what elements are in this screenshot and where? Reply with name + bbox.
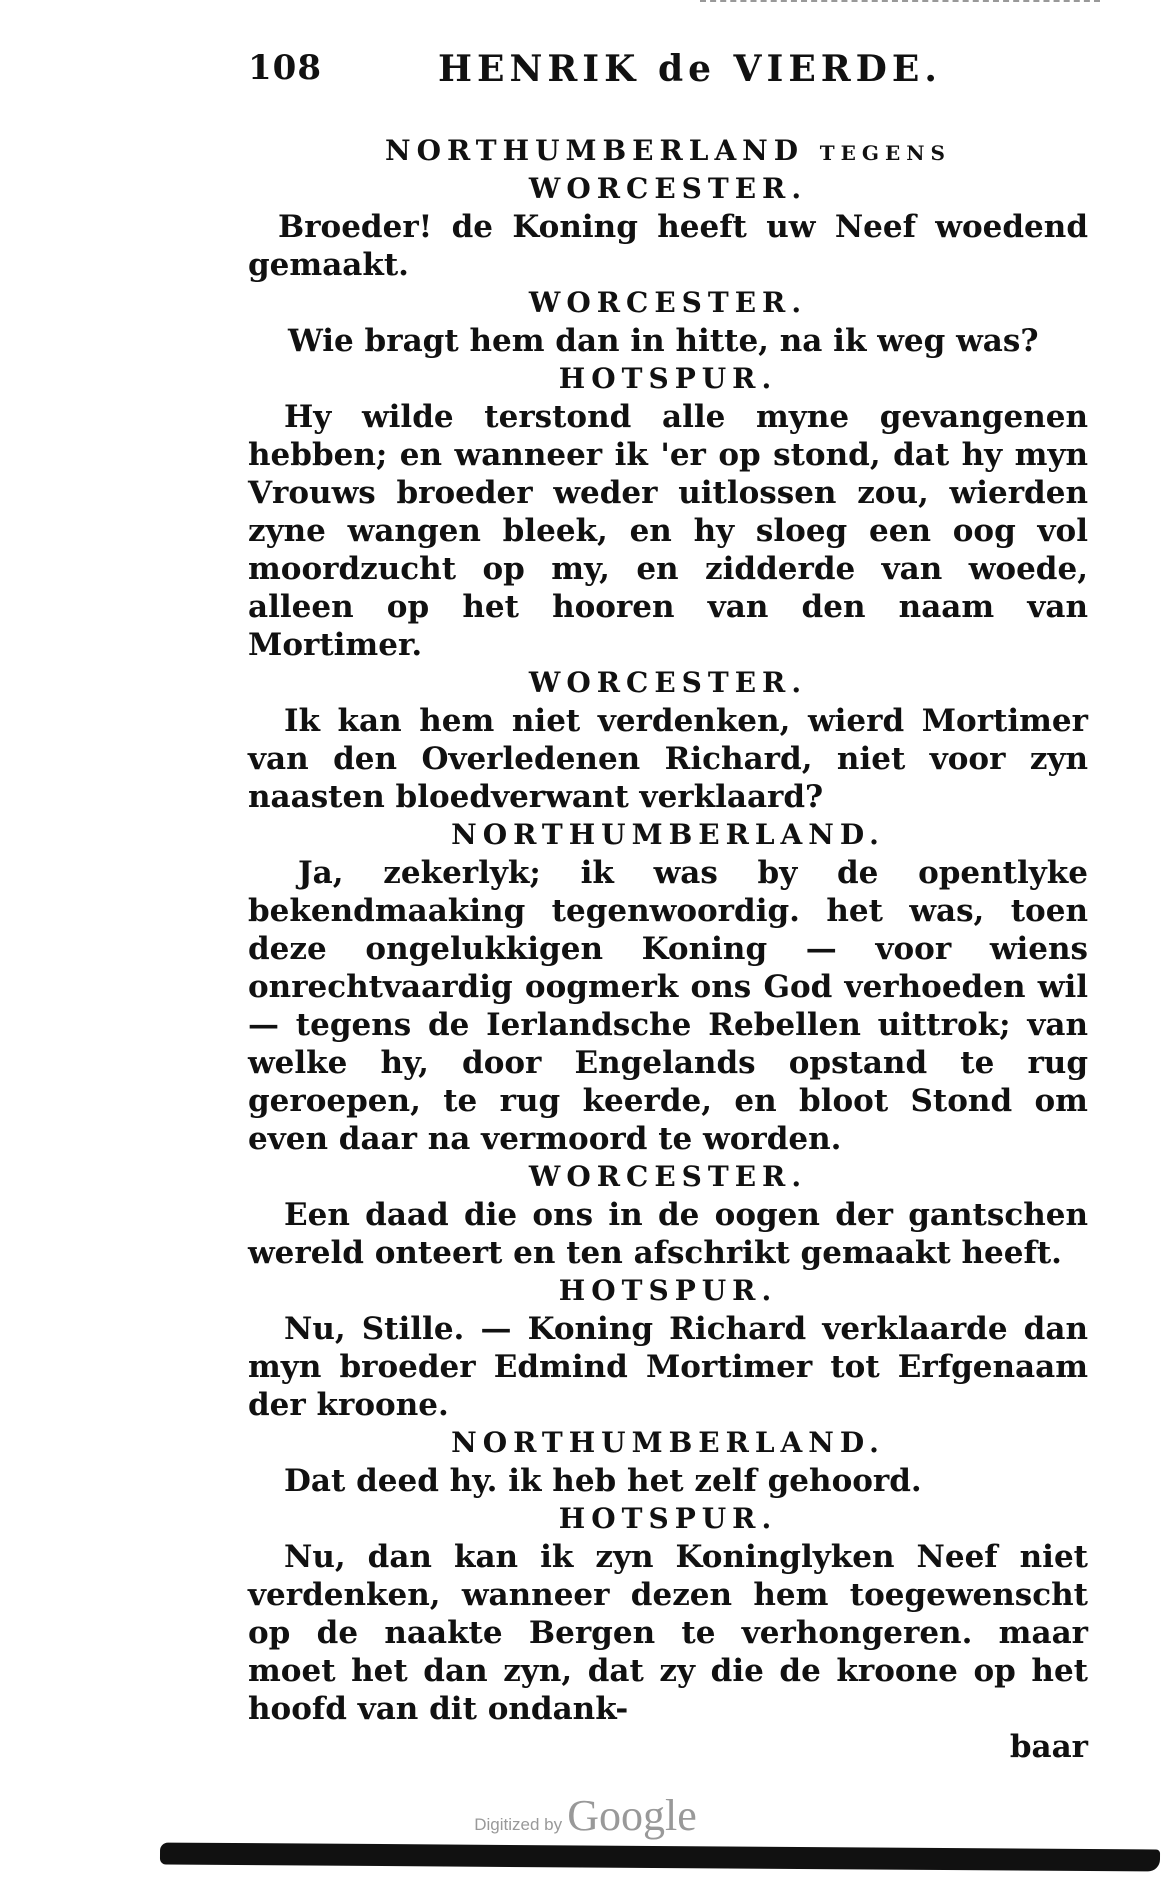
page-top-edge xyxy=(700,0,1100,8)
page-number: 108 xyxy=(248,48,322,88)
page-bottom-edge xyxy=(160,1843,1160,1872)
speaker-heading: WORCESTER. xyxy=(528,666,808,699)
page-body xyxy=(248,132,1088,1766)
speech-text: Dat deed hy. ik heb het zelf gehoord. xyxy=(284,1463,922,1499)
speech-text: Ik kan hem niet verdenken, wierd Mortimer van den Overledenen Richard, niet voor zyn naasten bloedverwant verklaard? xyxy=(248,703,1088,815)
speaker-heading: HOTSPUR. xyxy=(558,1502,778,1535)
speaker-heading: HOTSPUR. xyxy=(558,1274,778,1307)
speech-text: Hy wilde terstond alle myne gevangenen hebben; en wanneer ik 'er op stond, dat hy myn Vrouws broeder weder uitlossen zou, wierden zyne wangen bleek, en hy sloeg een oog vol moordzucht op my, en zidderde van woede, alleen op het hooren van den naam van Mortimer. xyxy=(248,399,1088,663)
speech-text: Een daad die ons in de oogen der gantschen wereld onteert en ten afschrikt gemaakt heeft. xyxy=(248,1197,1088,1271)
speaker-heading: HOTSPUR. xyxy=(558,362,778,395)
speaker-heading: NORTHUMBERLAND tegens WORCESTER. xyxy=(385,134,951,205)
speaker-heading: NORTHUMBERLAND. xyxy=(451,818,885,851)
catchword: baar xyxy=(1009,1729,1088,1765)
speech-text: Nu, dan kan ik zyn Koninglyken Neef niet verdenken, wanneer dezen hem toegewenscht op de naakte Bergen te verhongeren. maar moet het dan zyn, dat zy die de kroone op het hoofd van dit ondank- xyxy=(248,1539,1088,1727)
running-title: HENRIK de VIERDE. xyxy=(438,48,942,90)
running-header xyxy=(248,48,948,98)
digitization-watermark xyxy=(0,1790,1171,1841)
speech-text: Nu, Stille. — Koning Richard verklaarde dan myn broeder Edmind Mortimer tot Erfgenaam der kroone. xyxy=(248,1311,1088,1423)
speech-text: Ja, zekerlyk; ik was by de opentlyke bekendmaaking tegenwoordig. het was, toen deze ongelukkigen Koning — voor wiens onrechtvaardig oogmerk ons God verhoeden wil — tegens de Ierlandsche Rebellen uittrok; van welke hy, door Engelands opstand te rug geroepen, te rug keerde, en bloot Stond om even daar na vermoord te worden. xyxy=(248,855,1088,1157)
google-logo: Google xyxy=(567,1791,697,1840)
speech-text: Broeder! de Koning heeft uw Neef woedend gemaakt. xyxy=(248,209,1088,283)
speaker-heading: NORTHUMBERLAND. xyxy=(451,1426,885,1459)
speech-text: Wie bragt hem dan in hitte, na ik weg was? xyxy=(288,323,1039,359)
digitized-label: Digitized by xyxy=(474,1815,563,1834)
speaker-heading: WORCESTER. xyxy=(528,1160,808,1193)
speaker-heading: WORCESTER. xyxy=(528,286,808,319)
